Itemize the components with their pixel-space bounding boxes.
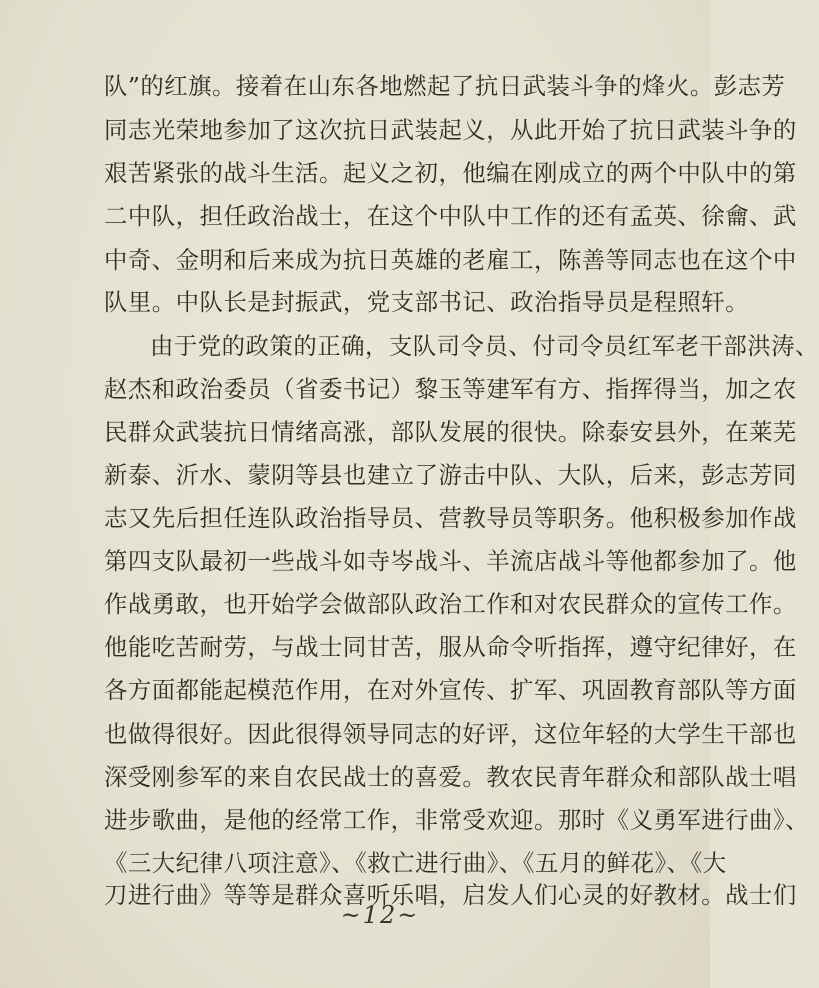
text-line: 也做得很好。因此很得领导同志的好评，这位年轻的大学生干部也: [104, 720, 797, 748]
text-line: 队里。中队长是封振武，党支部书记、政治指导员是程照轩。: [104, 288, 750, 316]
text-line: 深受刚参军的来自农民战士的喜爱。教农民青年群众和部队战士唱: [104, 763, 797, 791]
text-line: 艰苦紧张的战斗生活。起义之初，他编在刚成立的两个中队中的第: [104, 159, 797, 187]
text-line: 赵杰和政治委员（省委书记）黎玉等建军有方、指挥得当，加之农: [104, 375, 797, 403]
text-line: 作战勇敢，也开始学会做部队政治工作和对农民群众的宣传工作。: [104, 590, 797, 618]
text-line: 刀进行曲》等等是群众喜听乐唱，启发人们心灵的好教材。战士们: [104, 881, 797, 909]
text-line: 《三大纪律八项注意》、《救亡进行曲》、《五月的鲜花》、《大: [104, 849, 727, 877]
text-line: 中奇、金明和后来成为抗日英雄的老雇工，陈善等同志也在这个中: [104, 246, 797, 274]
paragraph-start-line: 由于党的政策的正确，支队司令员、付司令员红军老干部洪涛、: [150, 332, 819, 360]
text-line: 民群众武装抗日情绪高涨，部队发展的很快。除泰安县外，在莱芜: [104, 418, 797, 446]
text-line: 队”的红旗。接着在山东各地燃起了抗日武装斗争的烽火。彭志芳: [104, 72, 786, 100]
text-line: 二中队，担任政治战士，在这个中队中工作的还有孟英、徐龠、武: [104, 202, 797, 230]
page-number: ~12~: [340, 901, 420, 929]
text-line: 第四支队最初一些战斗如寺岑战斗、羊流店战斗等他都参加了。他: [104, 547, 797, 575]
text-line: 同志光荣地参加了这次抗日武装起义，从此开始了抗日武装斗争的: [104, 116, 797, 144]
text-line: 各方面都能起模范作用，在对外宣传、扩军、巩固教育部队等方面: [104, 676, 797, 704]
text-line: 志又先后担任连队政治指导员、营教导员等职务。他积极参加作战: [104, 504, 797, 532]
text-line: 进步歌曲，是他的经常工作，非常受欢迎。那时《义勇军进行曲》、: [104, 806, 810, 834]
text-line: 新泰、沂水、蒙阴等县也建立了游击中队、大队，后来，彭志芳同: [104, 461, 797, 489]
text-line: 他能吃苦耐劳，与战士同甘苦，服从命令听指挥，遵守纪律好，在: [104, 633, 797, 661]
